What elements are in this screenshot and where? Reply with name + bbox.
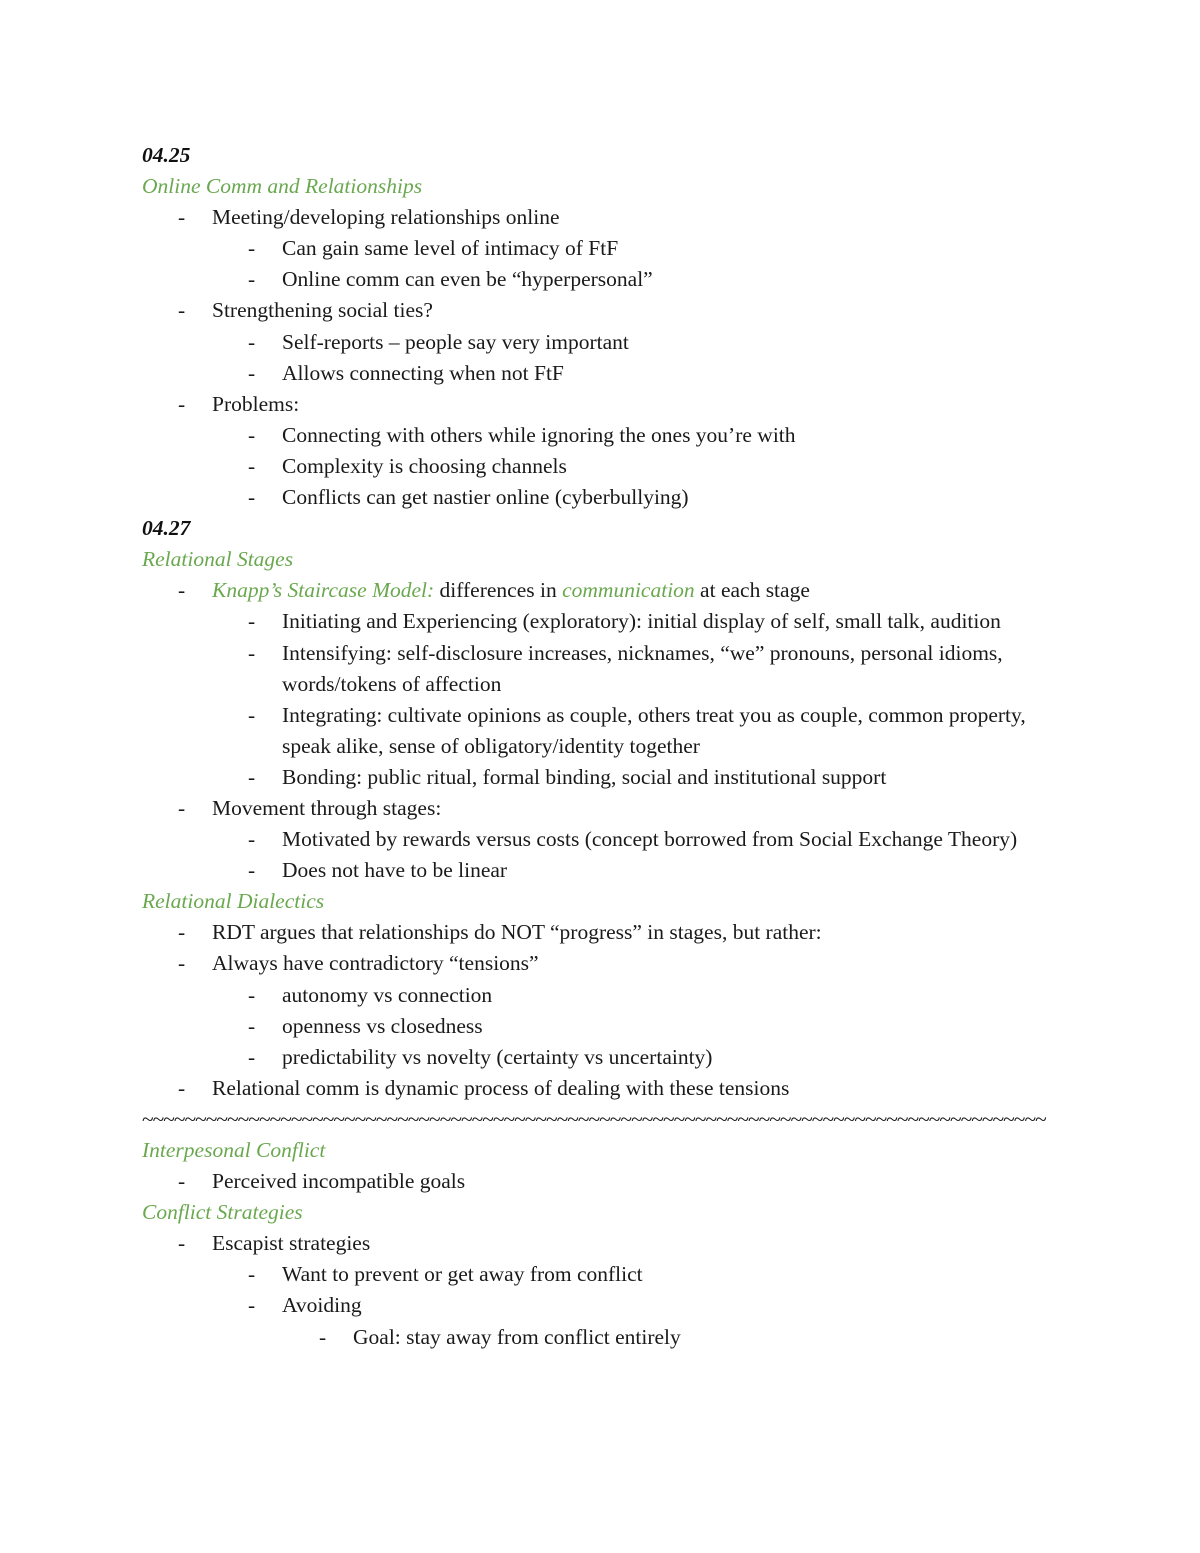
list-item-text: Avoiding <box>282 1293 362 1318</box>
date-heading: 04.27 <box>142 516 191 541</box>
bullet-dash: - <box>248 1293 256 1318</box>
list-item-text: RDT argues that relationships do NOT “progress” in stages, but rather: <box>212 920 822 945</box>
bullet-dash: - <box>248 1044 256 1069</box>
bullet-dash: - <box>248 640 256 665</box>
list-item <box>142 295 1072 326</box>
bullet-dash: - <box>248 1262 256 1287</box>
section-heading: Interpesonal Conflict <box>142 1138 326 1162</box>
list-item-text: Online comm can even be “hyperpersonal” <box>282 267 653 292</box>
list-item-text: Bonding: public ritual, formal binding, social and institutional support <box>282 764 887 789</box>
list-item <box>142 358 1072 389</box>
bullet-dash: - <box>248 329 256 354</box>
bullet-dash: - <box>248 609 256 634</box>
list-item-text: openness vs closedness <box>282 1013 483 1038</box>
list-item <box>142 202 1072 233</box>
list-item <box>142 855 1072 886</box>
list-item <box>142 606 1072 637</box>
bullet-dash: - <box>178 578 186 603</box>
bullet-dash: - <box>319 1324 327 1349</box>
list-item <box>142 980 1072 1011</box>
list-item-text: predictability vs novelty (certainty vs uncertainty) <box>282 1044 713 1069</box>
list-item-text: Initiating and Experiencing (exploratory): initial display of self, small talk, audition <box>282 609 1001 634</box>
list-item-text: Does not have to be linear <box>282 858 508 883</box>
list-item-text: Problems: <box>212 391 300 416</box>
section-heading: Online Comm and Relationships <box>142 174 423 199</box>
list-item <box>142 824 1072 855</box>
list-item-text: Self-reports – people say very important <box>282 329 629 354</box>
bullet-dash: - <box>178 1231 186 1256</box>
bullet-dash: - <box>248 485 256 510</box>
notes-page <box>142 140 1072 1353</box>
list-item-text: Perceived incompatible goals <box>212 1169 466 1194</box>
bullet-dash: - <box>248 827 256 852</box>
list-item <box>142 638 1072 700</box>
bullet-dash: - <box>248 360 256 385</box>
list-item-text: at each stage <box>694 578 810 603</box>
list-item <box>142 1228 1072 1259</box>
list-item-text: autonomy vs connection <box>282 982 493 1007</box>
list-item <box>142 1166 1072 1197</box>
list-item <box>142 1322 1072 1353</box>
list-item-text: Want to prevent or get away from conflict <box>282 1262 643 1287</box>
list-item-text: Intensifying: self-disclosure increases, nicknames, “we” pronouns, personal idioms, words/tokens of affection <box>282 640 1009 696</box>
list-item <box>142 233 1072 264</box>
list-item-text: Escapist strategies <box>212 1231 371 1256</box>
bullet-dash: - <box>178 298 186 323</box>
list-item-text: Meeting/developing relationships online <box>212 205 560 230</box>
list-item-text: differences in <box>434 578 563 603</box>
list-item <box>142 1259 1072 1290</box>
list-item <box>142 389 1072 420</box>
bullet-dash: - <box>178 795 186 820</box>
bullet-dash: - <box>178 951 186 976</box>
date-heading: 04.25 <box>142 143 191 167</box>
list-item <box>142 482 1072 513</box>
bullet-dash: - <box>248 764 256 789</box>
list-item <box>142 451 1072 482</box>
bullet-dash: - <box>178 391 186 416</box>
tilde-divider: ~~~~~~~~~~~~~~~~~~~~~~~~~~~~~~~~~~~~~~~~~~~~~~~~~~~~~~~~~~~~~~~~~~~~~~~~~~~~~~~~~~~~~ <box>142 1106 1046 1131</box>
list-item-text: Can gain same level of intimacy of FtF <box>282 236 619 261</box>
list-item-text: Strengthening social ties? <box>212 298 433 323</box>
term-communication: communication <box>562 578 695 603</box>
bullet-dash: - <box>248 422 256 447</box>
bullet-dash: - <box>178 1169 186 1194</box>
bullet-dash: - <box>248 858 256 883</box>
list-item <box>142 793 1072 824</box>
list-item-text: Integrating: cultivate opinions as couple, others treat you as couple, common property, speak alike, sense of obligatory/identity together <box>282 702 1032 758</box>
list-item-text: Conflicts can get nastier online (cyberbullying) <box>282 485 689 510</box>
bullet-dash: - <box>248 982 256 1007</box>
term-knapp: Knapp’s Staircase Model: <box>212 578 435 603</box>
list-item <box>142 575 1072 606</box>
list-item <box>142 1290 1072 1321</box>
list-item-text: Relational comm is dynamic process of dealing with these tensions <box>212 1075 790 1100</box>
section-heading: Relational Dialectics <box>142 889 325 914</box>
bullet-dash: - <box>248 267 256 292</box>
bullet-dash: - <box>248 702 256 727</box>
list-item <box>142 327 1072 358</box>
list-item <box>142 1042 1072 1073</box>
list-item <box>142 1011 1072 1042</box>
bullet-dash: - <box>178 920 186 945</box>
bullet-dash: - <box>248 453 256 478</box>
list-item <box>142 917 1072 948</box>
list-item <box>142 762 1072 793</box>
section-heading: Conflict Strategies <box>142 1200 303 1225</box>
list-item <box>142 264 1072 295</box>
list-item-text: Complexity is choosing channels <box>282 453 567 478</box>
list-item-text: Allows connecting when not FtF <box>282 360 564 385</box>
list-item <box>142 948 1072 979</box>
list-item <box>142 420 1072 451</box>
bullet-dash: - <box>178 205 186 230</box>
bullet-dash: - <box>178 1075 186 1100</box>
list-item-text: Goal: stay away from conflict entirely <box>353 1324 681 1349</box>
list-item-text: Movement through stages: <box>212 795 442 820</box>
list-item <box>142 1073 1072 1104</box>
list-item-text: Always have contradictory “tensions” <box>212 951 539 976</box>
bullet-dash: - <box>248 236 256 261</box>
bullet-dash: - <box>248 1013 256 1038</box>
list-item-text: Motivated by rewards versus costs (concept borrowed from Social Exchange Theory) <box>282 827 1018 852</box>
list-item-text: Connecting with others while ignoring the ones you’re with <box>282 422 796 447</box>
list-item <box>142 700 1072 762</box>
section-heading: Relational Stages <box>142 547 294 572</box>
